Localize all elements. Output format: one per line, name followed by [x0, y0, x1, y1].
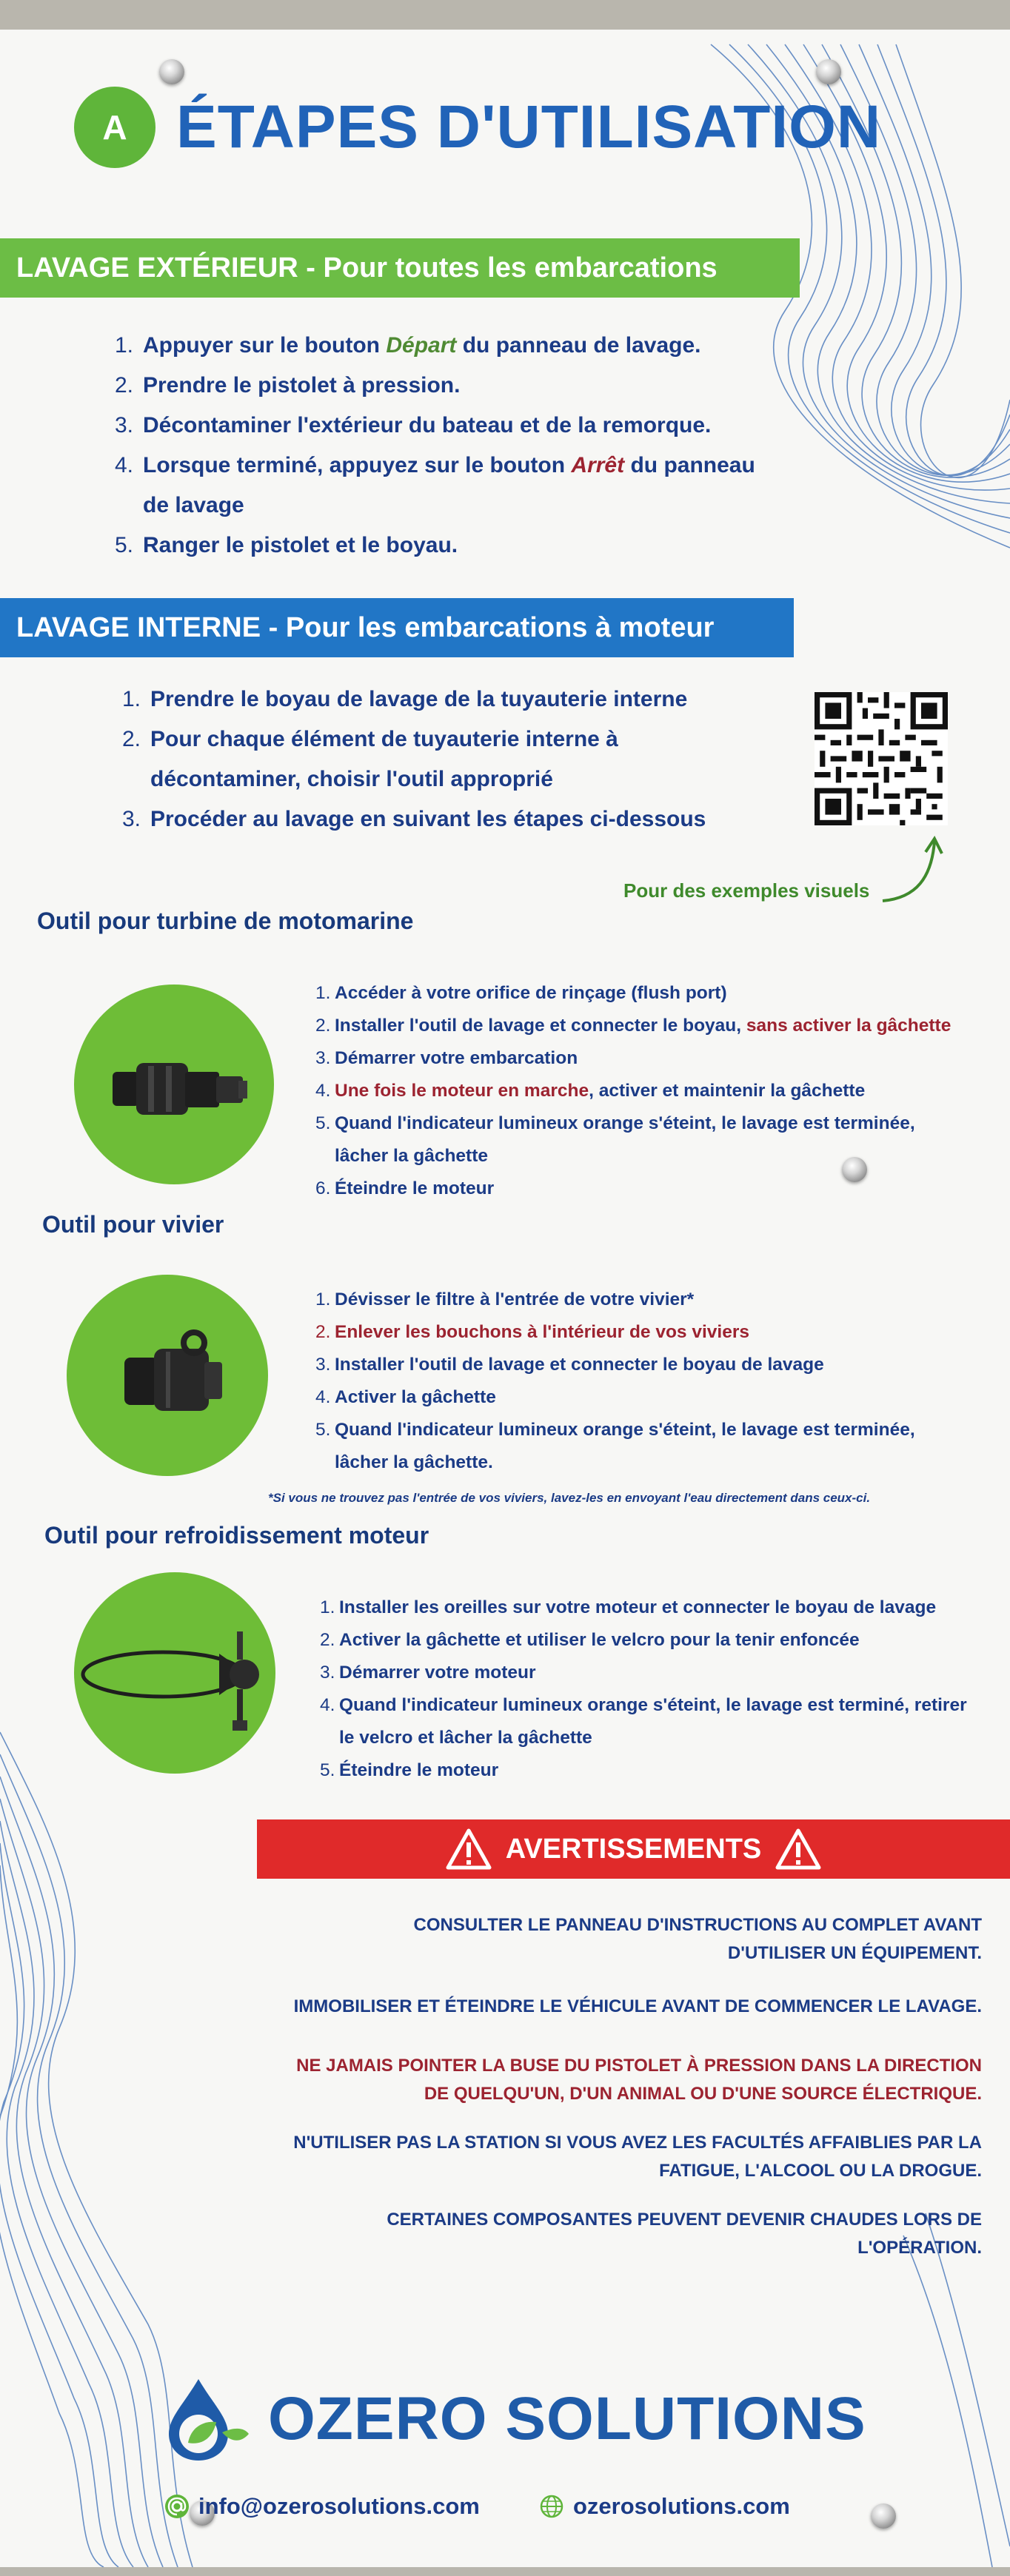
vivier-note: *Si vous ne trouvez pas l'entrée de vos viviers, lavez-les en envoyant l'eau directement dans ceux-ci.: [268, 1491, 871, 1505]
tool-title: Outil pour vivier: [42, 1211, 224, 1238]
exterior-steps: [115, 326, 796, 566]
page-title: ÉTAPES D'UTILISATION: [176, 93, 882, 161]
list-item: 2. Enlever les bouchons à l'intérieur de vos viviers: [315, 1322, 750, 1342]
list-item: 3. Décontaminer l'extérieur du bateau et de la remorque.: [115, 413, 712, 437]
turbine-tool-image: [74, 985, 274, 1184]
warning-icon: [445, 1828, 492, 1871]
list-item: 5. Éteindre le moteur: [320, 1760, 499, 1780]
list-item: 4. Quand l'indicateur lumineux orange s'éteint, le lavage est terminé, retirer le velcro et lâcher la gâchette: [320, 1695, 967, 1748]
globe-icon: [539, 2494, 564, 2519]
list-item: 1. Prendre le boyau de lavage de la tuyauterie interne: [122, 687, 688, 711]
warning-item: NE JAMAIS POINTER LA BUSE DU PISTOLET À PRESSION DANS LA DIRECTION DE QUELQU'UN, D'UN ANIMAL OU D'UNE SOURCE ÉLECTRIQUE.: [296, 2056, 982, 2104]
at-sign-icon: [164, 2494, 190, 2519]
cooling-tool-steps: [320, 1591, 994, 1787]
qr-code[interactable]: [815, 692, 948, 825]
warning-item: N'UTILISER PAS LA STATION SI VOUS AVEZ LES FACULTÉS AFFAIBLIES PAR LA FATIGUE, L'ALCOOL OU LA DROGUE.: [293, 2133, 982, 2181]
turbine-tool-steps: [315, 977, 989, 1205]
list-item: 4. Lorsque terminé, appuyez sur le bouton Arrêt du panneau de lavage: [115, 453, 755, 517]
screw: [871, 2503, 896, 2529]
list-item: 2. Installer l'outil de lavage et connecter le boyau, sans activer la gâchette: [315, 1016, 952, 1036]
list-item: 1. Accéder à votre orifice de rinçage (flush port): [315, 983, 727, 1003]
list-item: 1. Dévisser le filtre à l'entrée de votre vivier*: [315, 1289, 695, 1309]
list-item: 5. Ranger le pistolet et le boyau.: [115, 533, 458, 557]
email-contact[interactable]: info@ozerosolutions.com: [164, 2493, 480, 2520]
warnings-banner: [257, 1819, 1010, 1879]
exterior-banner: LAVAGE EXTÉRIEUR - Pour toutes les embarcations: [0, 238, 800, 298]
list-item: 3. Démarrer votre moteur: [320, 1663, 536, 1683]
arrow-icon: [880, 833, 946, 907]
list-item: 6. Éteindre le moteur: [315, 1178, 495, 1198]
list-item: 2. Prendre le pistolet à pression.: [115, 373, 461, 398]
list-item: 3. Démarrer votre embarcation: [315, 1048, 578, 1068]
list-item: 4. Activer la gâchette: [315, 1387, 496, 1407]
cooling-tool-image: [74, 1572, 275, 1774]
screw: [816, 59, 841, 84]
warning-icon: [775, 1828, 822, 1871]
list-item: 1. Appuyer sur le bouton Départ du panneau de lavage.: [115, 333, 701, 358]
turbine-tool-icon: [74, 985, 274, 1184]
list-item: 3. Procéder au lavage en suivant les étapes ci-dessous: [122, 807, 706, 831]
brand: [154, 2375, 866, 2463]
vivier-tool-steps: [315, 1284, 989, 1479]
list-item: 5. Quand l'indicateur lumineux orange s'éteint, le lavage est terminée, lâcher la gâchette.: [315, 1420, 915, 1472]
list-item: 2. Pour chaque élément de tuyauterie interne à décontaminer, choisir l'outil approprié: [122, 727, 618, 791]
tool-title: Outil pour refroidissement moteur: [44, 1522, 429, 1549]
list-item: 1. Installer les oreilles sur votre moteur et connecter le boyau de lavage: [320, 1597, 937, 1617]
screw: [159, 59, 184, 84]
cooling-tool-icon: [74, 1572, 275, 1774]
interior-banner: LAVAGE INTERNE - Pour les embarcations à moteur: [0, 598, 794, 657]
ozero-logo-icon: [154, 2375, 250, 2463]
warnings-title: AVERTISSEMENTS: [505, 1833, 762, 1865]
tool-title: Outil pour turbine de motomarine: [37, 908, 414, 934]
warning-item: IMMOBILISER ET ÉTEINDRE LE VÉHICULE AVANT DE COMMENCER LE LAVAGE.: [293, 1996, 982, 2016]
list-item: 4. Une fois le moteur en marche, activer et maintenir la gâchette: [315, 1081, 866, 1101]
list-item: 5. Quand l'indicateur lumineux orange s'éteint, le lavage est terminée, lâcher la gâchette: [315, 1113, 915, 1166]
qr-caption: Pour des exemples visuels: [623, 879, 870, 902]
vivier-tool-image: [67, 1275, 268, 1476]
warning-item: CERTAINES COMPOSANTES PEUVENT DEVENIR CHAUDES LORS DE L'OPÉRATION.: [387, 2210, 982, 2258]
interior-steps: [122, 680, 737, 839]
instruction-sign: [0, 30, 1010, 2567]
vivier-tool-icon: [67, 1275, 268, 1476]
brand-name: OZERO SOLUTIONS: [268, 2385, 866, 2452]
list-item: 3. Installer l'outil de lavage et connecter le boyau de lavage: [315, 1355, 824, 1375]
section-badge: A: [74, 87, 155, 168]
header: [74, 83, 881, 172]
list-item: 2. Activer la gâchette et utiliser le velcro pour la tenir enfoncée: [320, 1630, 860, 1650]
warning-item: CONSULTER LE PANNEAU D'INSTRUCTIONS AU COMPLET AVANT D'UTILISER UN ÉQUIPEMENT.: [413, 1915, 982, 1963]
website-contact[interactable]: ozerosolutions.com: [539, 2493, 790, 2520]
